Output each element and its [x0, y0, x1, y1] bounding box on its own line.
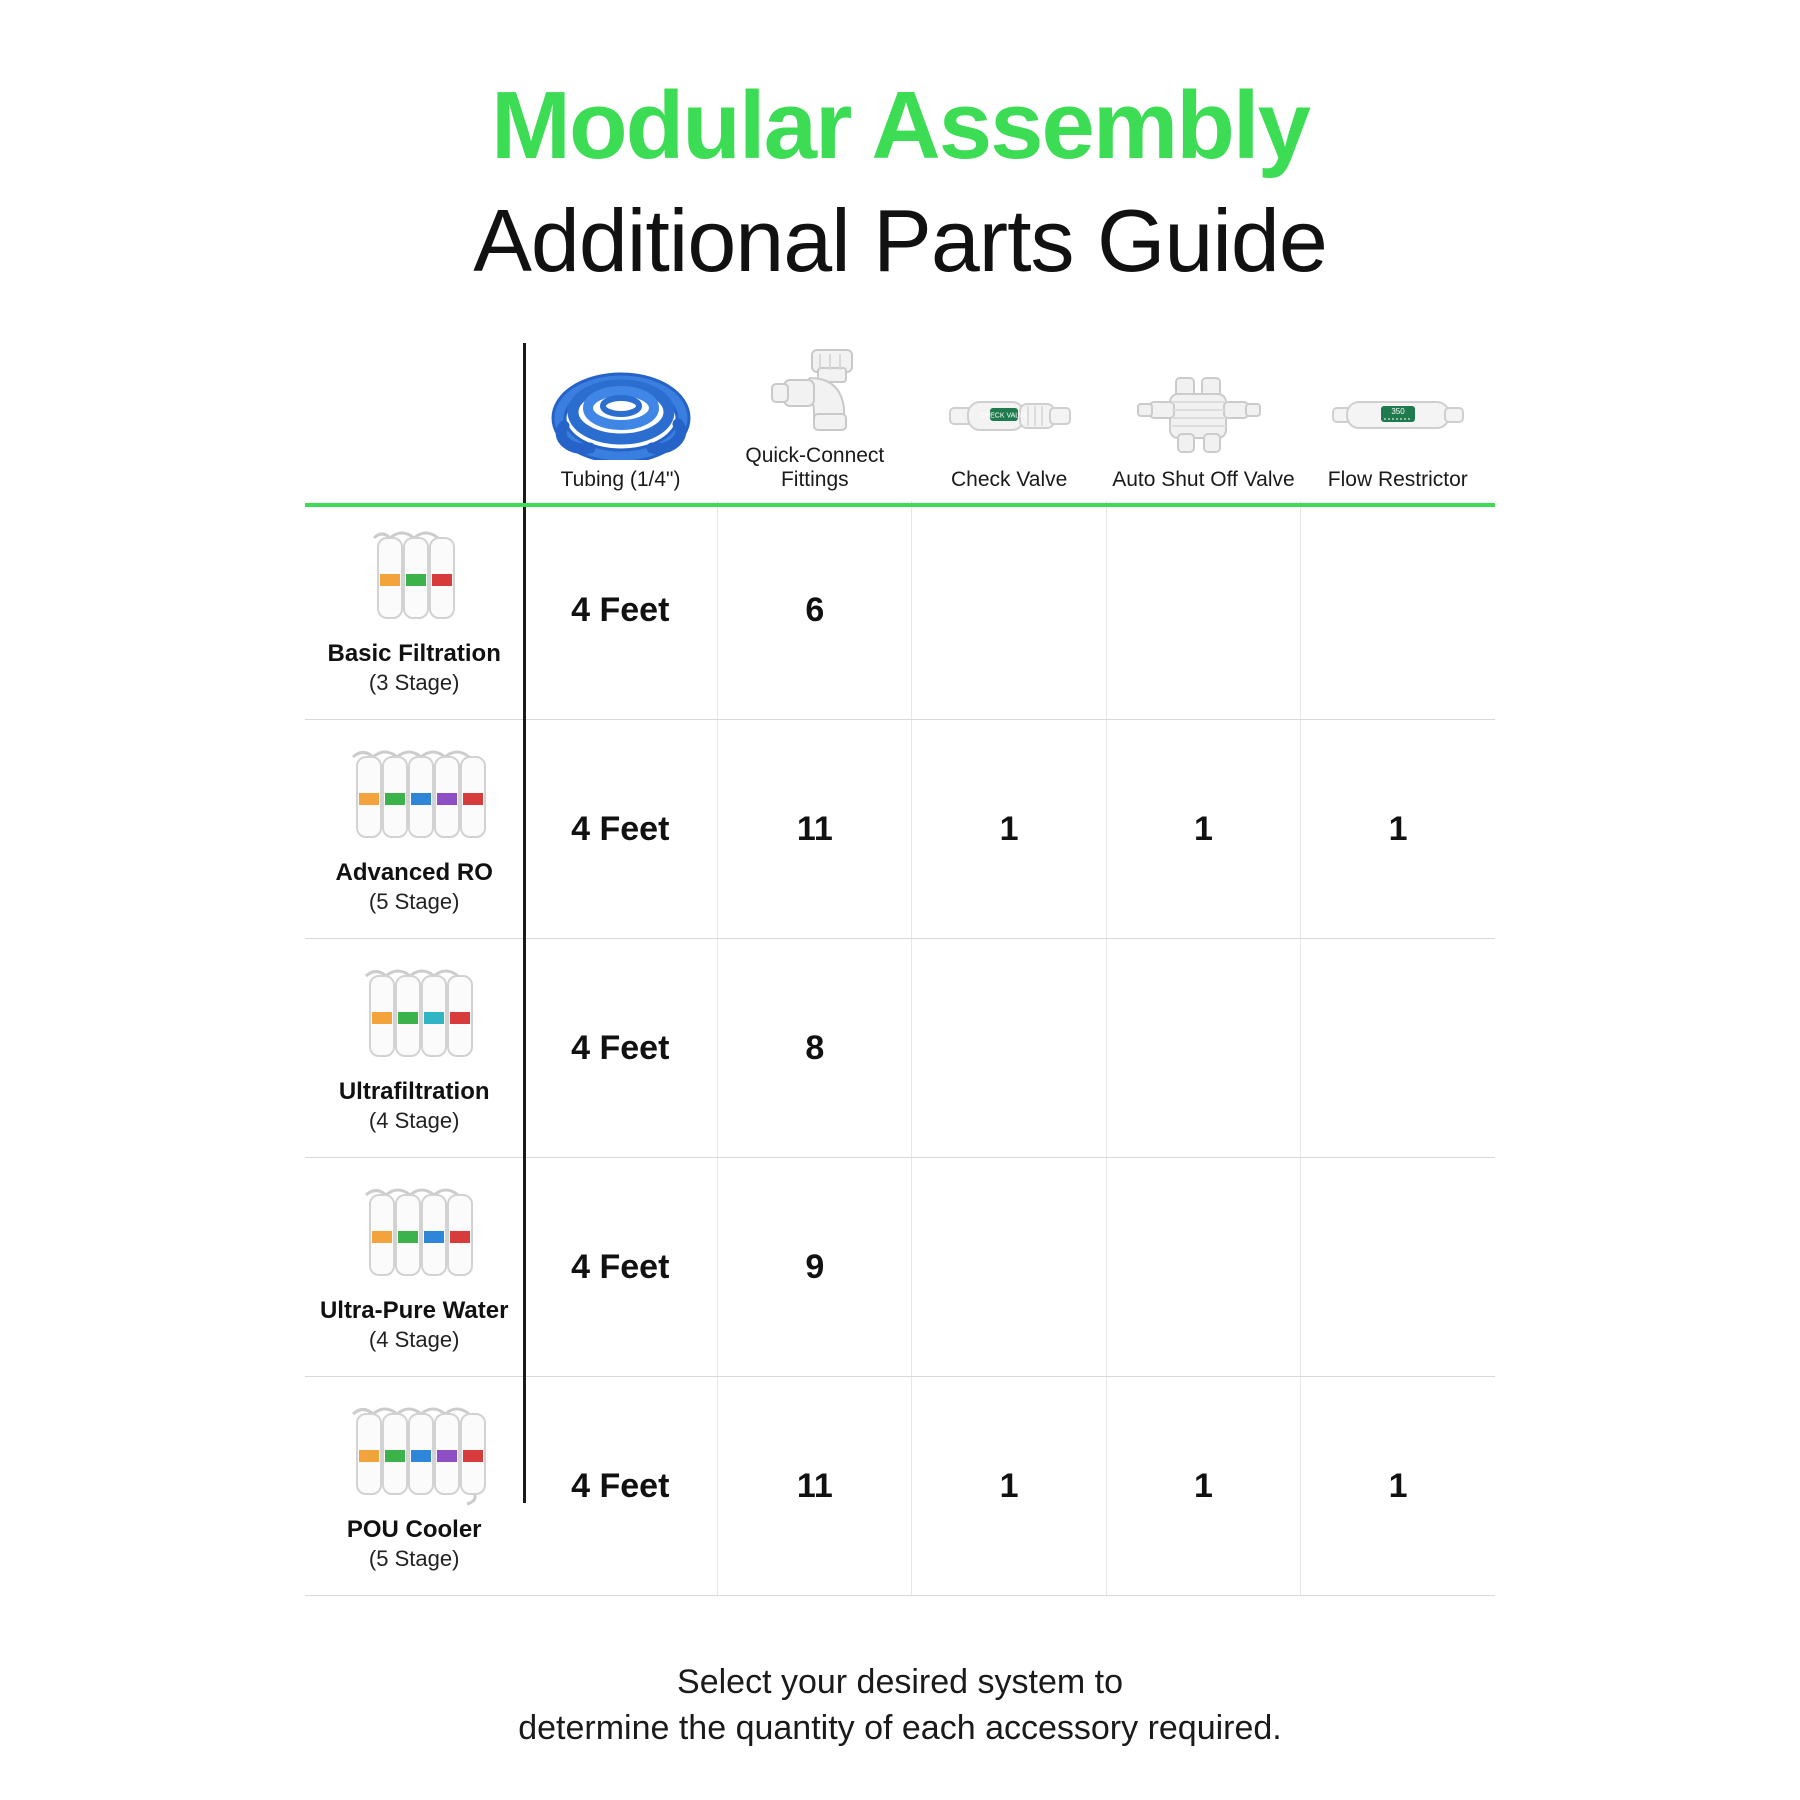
column-header-auto-shut-off — [1106, 343, 1300, 501]
system-name: Basic Filtration — [327, 639, 501, 667]
filter-system-3-stage-icon — [334, 522, 494, 630]
system-stage: (5 Stage) — [368, 1546, 460, 1572]
cell-auto-shut-off[interactable] — [1106, 939, 1300, 1158]
parts-table — [305, 343, 1495, 1596]
table-row[interactable] — [305, 939, 1495, 1158]
filter-system-4-stage-icon — [330, 960, 498, 1068]
cell-auto-shut-off[interactable]: 1 — [1106, 720, 1300, 939]
svg-text:350: 350 — [1391, 406, 1405, 416]
svg-text:CHECK VALVE: CHECK VALVE — [980, 412, 1029, 420]
system-stage: (4 Stage) — [368, 1327, 460, 1353]
system-name: Ultra-Pure Water — [319, 1296, 509, 1324]
column-header-label: Tubing (1/4") — [560, 467, 681, 491]
column-header-label: Check Valve — [950, 467, 1068, 491]
table-row[interactable] — [305, 720, 1495, 939]
cell-check-valve[interactable]: 1 — [912, 720, 1106, 939]
cell-quick-connect[interactable]: 6 — [718, 501, 912, 720]
cell-check-valve[interactable]: 1 — [912, 1377, 1106, 1596]
cell-quick-connect[interactable]: 9 — [718, 1158, 912, 1377]
column-header-label: Auto Shut Off Valve — [1112, 467, 1295, 491]
filter-system-5-stage-icon — [325, 1398, 503, 1506]
cell-check-valve[interactable] — [912, 501, 1106, 720]
system-cell-advanced-ro[interactable] — [305, 720, 523, 939]
page-title-sub: Additional Parts Guide — [473, 191, 1327, 290]
title-block — [0, 0, 1800, 291]
cell-check-valve[interactable] — [912, 1158, 1106, 1377]
cell-tubing[interactable]: 4 Feet — [523, 501, 717, 720]
column-header-tubing — [523, 343, 717, 501]
blue-tubing-coil-icon — [546, 364, 696, 460]
cell-flow-restrictor[interactable]: 1 — [1301, 1377, 1495, 1596]
footer-line-1: Select your desired system to — [677, 1663, 1123, 1702]
system-cell-ultrafiltration[interactable] — [305, 939, 523, 1158]
system-column-divider — [523, 343, 526, 1503]
flow-restrictor-icon — [1323, 364, 1473, 460]
elbow-fitting-icon — [740, 343, 890, 436]
cell-tubing[interactable]: 4 Feet — [523, 1158, 717, 1377]
cell-quick-connect[interactable]: 11 — [718, 720, 912, 939]
cell-flow-restrictor[interactable] — [1301, 501, 1495, 720]
system-stage: (3 Stage) — [368, 670, 460, 696]
footer-line-2: determine the quantity of each accessory required. — [518, 1709, 1282, 1748]
cell-check-valve[interactable] — [912, 939, 1106, 1158]
auto-shut-off-valve-icon — [1128, 364, 1278, 460]
header-green-rule — [305, 503, 1495, 507]
page-title-main: Modular Assembly — [491, 72, 1309, 179]
system-stage: (5 Stage) — [368, 889, 460, 915]
cell-tubing[interactable]: 4 Feet — [523, 939, 717, 1158]
system-stage: (4 Stage) — [368, 1108, 460, 1134]
system-cell-pou-cooler[interactable] — [305, 1377, 523, 1596]
cell-flow-restrictor[interactable] — [1301, 939, 1495, 1158]
cell-quick-connect[interactable]: 8 — [718, 939, 912, 1158]
cell-tubing[interactable]: 4 Feet — [523, 720, 717, 939]
cell-auto-shut-off[interactable] — [1106, 1158, 1300, 1377]
table-body — [305, 501, 1495, 1596]
column-header-quick-connect — [718, 343, 912, 501]
column-header-label: Quick-Connect Fittings — [745, 444, 885, 491]
column-header-check-valve — [912, 343, 1106, 501]
parts-table-wrapper — [305, 343, 1495, 1596]
system-name: POU Cooler — [346, 1515, 482, 1543]
cell-auto-shut-off[interactable] — [1106, 501, 1300, 720]
column-header-flow-restrictor — [1301, 343, 1495, 501]
cell-flow-restrictor[interactable]: 1 — [1301, 720, 1495, 939]
table-row[interactable] — [305, 1158, 1495, 1377]
column-header-label: Flow Restrictor — [1327, 467, 1468, 491]
system-name: Ultrafiltration — [338, 1077, 490, 1105]
filter-system-4-stage-icon — [330, 1179, 498, 1287]
cell-tubing[interactable]: 4 Feet — [523, 1377, 717, 1596]
table-header — [305, 343, 1495, 501]
system-name: Advanced RO — [335, 858, 493, 886]
filter-system-5-stage-icon — [325, 741, 503, 849]
system-cell-ultra-pure-water[interactable] — [305, 1158, 523, 1377]
table-row[interactable] — [305, 501, 1495, 720]
cell-quick-connect[interactable]: 11 — [718, 1377, 912, 1596]
cell-auto-shut-off[interactable]: 1 — [1106, 1377, 1300, 1596]
check-valve-icon — [934, 364, 1084, 460]
cell-flow-restrictor[interactable] — [1301, 1158, 1495, 1377]
table-row[interactable] — [305, 1377, 1495, 1596]
system-column-header — [305, 343, 523, 501]
system-cell-basic-filtration[interactable] — [305, 501, 523, 720]
footer-note — [0, 1660, 1800, 1752]
